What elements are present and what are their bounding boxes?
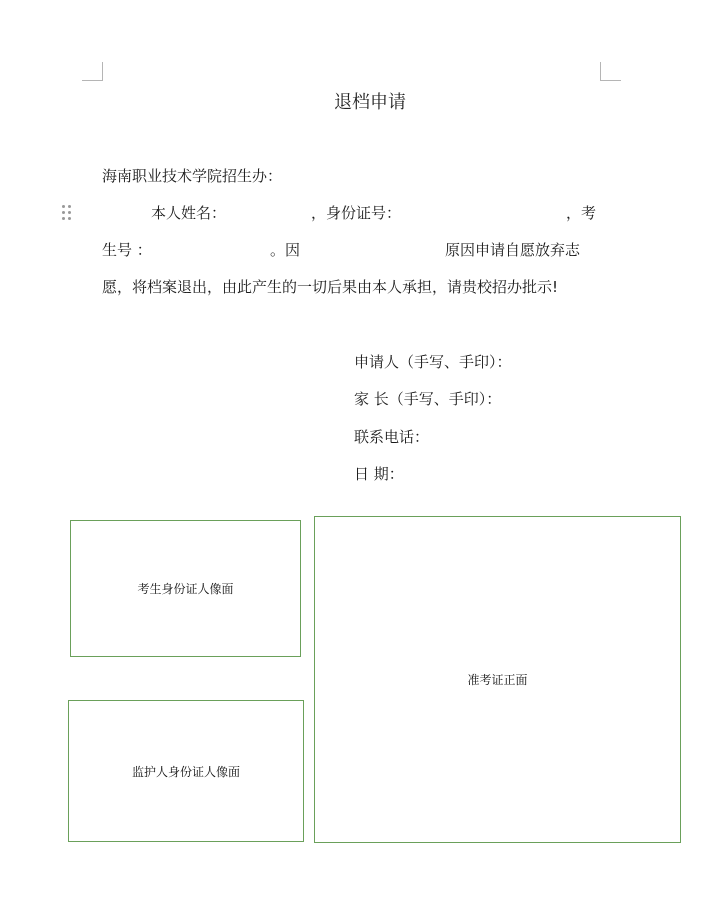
closing-text: 愿，将档案退出，由此产生的一切后果由本人承担，请贵校招办批示!	[102, 278, 559, 296]
applicant-signature-label: 申请人（手写、手印）：	[354, 353, 512, 371]
parent-signature-label: 家 长（手写、手印）：	[354, 390, 502, 408]
drag-handle-icon[interactable]	[62, 205, 74, 221]
reason-suffix: 原因申请自愿放弃志	[445, 241, 581, 259]
name-label: 本人姓名：	[151, 204, 227, 222]
reason-prefix: 。因	[270, 241, 301, 259]
page-corner-top-left	[82, 62, 103, 81]
id-number-label: ，身份证号：	[311, 204, 402, 222]
exam-number-label: 生号 ：	[102, 241, 152, 259]
phone-label: 联系电话：	[354, 428, 430, 446]
student-id-photo-box	[70, 520, 301, 657]
guardian-id-photo-label: 监护人身份证人像面	[131, 764, 240, 779]
date-label: 日 期：	[354, 465, 404, 483]
student-id-photo-label: 考生身份证人像面	[137, 582, 234, 596]
page-corner-top-right	[600, 62, 621, 81]
admission-ticket-box	[314, 516, 681, 843]
document-title: 退档申请	[334, 92, 406, 113]
guardian-id-photo-box	[68, 700, 304, 842]
exam-prefix: ，考	[566, 204, 597, 222]
admission-ticket-label: 准考证正面	[467, 673, 528, 687]
addressee: 海南职业技术学院招生办：	[102, 167, 283, 185]
